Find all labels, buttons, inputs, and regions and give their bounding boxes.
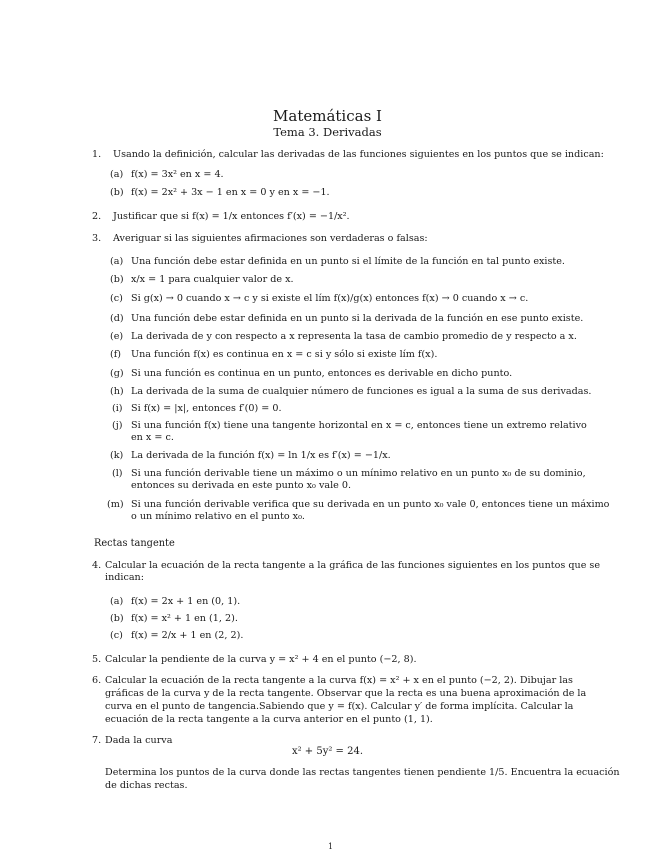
exercise-3d-label: (d) [110, 313, 124, 324]
exercise-3e-label: (e) [110, 331, 124, 342]
exercise-5-number: 5. [92, 654, 102, 665]
exercise-3m-text-cont: o un mínimo relativo en el punto x₀. [131, 511, 305, 522]
exercise-6-line-4: ecuación de la recta tangente a la curva anterior en el punto (1, 1). [105, 714, 433, 725]
exercise-3f-label: (f) [110, 349, 122, 360]
exercise-3l-text-cont: entonces su derivada en este punto x₀ vale 0. [131, 480, 352, 491]
exercise-7-after-2: de dichas rectas. [105, 780, 188, 791]
exercise-3j-label: (j) [112, 420, 123, 431]
exercise-3h-label: (h) [110, 386, 124, 397]
exercise-6-number: 6. [92, 675, 102, 686]
exercise-3g-label: (g) [110, 368, 124, 379]
exercise-3i-text: Si f(x) = |x|, entonces f′(0) = 0. [131, 403, 282, 414]
exercise-1-text: Usando la definición, calcular las derivadas de las funciones siguientes en los puntos que se indican: [113, 149, 604, 160]
exercise-3i-label: (i) [112, 403, 123, 414]
exercise-3h-text: La derivada de la suma de cualquier número de funciones es igual a la suma de sus derivadas. [131, 386, 592, 397]
exercise-7-text: Dada la curva [105, 735, 173, 746]
exercise-3j-text: Si una función f(x) tiene una tangente horizontal en x = c, entonces tiene un extremo relativo [131, 420, 587, 431]
exercise-4c-text: f(x) = 2/x + 1 en (2, 2). [131, 630, 244, 641]
exercise-3j-text-cont: en x = c. [131, 432, 174, 443]
exercise-3b-label: (b) [110, 274, 124, 285]
exercise-3m-label: (m) [107, 499, 124, 510]
exercise-4a-text: f(x) = 2x + 1 en (0, 1). [131, 596, 241, 607]
exercise-3-text: Averiguar si las siguientes afirmaciones son verdaderas o falsas: [113, 233, 428, 244]
exercise-3c-text: Si g(x) → 0 cuando x → c y si existe el lím f(x)/g(x) entonces f(x) → 0 cuando x → c. [131, 293, 529, 304]
exercise-3k-label: (k) [110, 450, 124, 461]
exercise-3g-text: Si una función es continua en un punto, entonces es derivable en dicho punto. [131, 368, 513, 379]
page-subtitle: Tema 3. Derivadas [273, 125, 382, 139]
exercise-3a-label: (a) [110, 256, 124, 267]
exercise-1a-label: (a) [110, 169, 124, 180]
section-heading: Rectas tangente [94, 538, 175, 549]
exercise-3k-text: La derivada de la función f(x) = ln 1/x es f′(x) = −1/x. [131, 450, 391, 461]
exercise-3d-text: Una función debe estar definida en un punto si la derivada de la función en ese punto existe. [131, 313, 584, 324]
exercise-7-number: 7. [92, 735, 102, 746]
exercise-4c-label: (c) [110, 630, 123, 641]
exercise-2-text: Justificar que si f(x) = 1/x entonces f′(x) = −1/x². [113, 211, 350, 222]
exercise-4b-label: (b) [110, 613, 124, 624]
exercise-3-number: 3. [92, 233, 102, 244]
exercise-3l-text: Si una función derivable tiene un máximo o un mínimo relativo en un punto x₀ de su dominio, [131, 468, 586, 479]
exercise-6-line-1: Calcular la ecuación de la recta tangente a la curva f(x) = x² + x en el punto (−2, 2). Dibujar las [105, 675, 573, 686]
exercise-4-text: Calcular la ecuación de la recta tangente a la gráfica de las funciones siguientes en los puntos que se [105, 560, 601, 571]
exercise-1a-text: f(x) = 3x² en x = 4. [131, 169, 224, 180]
exercise-1b-label: (b) [110, 187, 124, 198]
exercise-5-text: Calcular la pendiente de la curva y = x² + 4 en el punto (−2, 8). [105, 654, 417, 665]
page-title: Matemáticas I [273, 107, 382, 125]
exercise-4b-text: f(x) = x² + 1 en (1, 2). [131, 613, 238, 624]
exercise-3a-text: Una función debe estar definida en un punto si el límite de la función en tal punto existe. [131, 256, 565, 267]
exercise-7-equation: x² + 5y² = 24. [291, 746, 364, 757]
exercise-3e-text: La derivada de y con respecto a x representa la tasa de cambio promedio de y respecto a x. [131, 331, 577, 342]
exercise-4-number: 4. [92, 560, 102, 571]
exercise-3l-label: (l) [112, 468, 123, 479]
exercise-4-text-cont: indican: [105, 572, 144, 583]
exercise-6-line-3: curva en el punto de tangencia.Sabiendo que y = f(x). Calcular y′ de forma implícita. Calcular la [105, 701, 574, 712]
exercise-4a-label: (a) [110, 596, 124, 607]
exercise-6-line-2: gráficas de la curva y de la recta tangente. Observar que la recta es una buena aproximación de la [105, 688, 587, 699]
exercise-1-number: 1. [92, 149, 102, 160]
exercise-3c-label: (c) [110, 293, 123, 304]
page-number: 1 [328, 842, 334, 851]
exercise-1b-text: f(x) = 2x² + 3x − 1 en x = 0 y en x = −1. [131, 187, 330, 198]
exercise-3f-text: Una función f(x) es continua en x = c si y sólo si existe lím f(x). [131, 349, 438, 360]
exercise-3b-text: x/x = 1 para cualquier valor de x. [131, 274, 294, 285]
exercise-3m-text: Si una función derivable verifica que su derivada en un punto x₀ vale 0, entonces tiene un máximo [131, 499, 610, 510]
exercise-2-number: 2. [92, 211, 102, 222]
exercise-7-after-1: Determina los puntos de la curva donde las rectas tangentes tienen pendiente 1/5. Encuentra la ecuación [105, 767, 620, 778]
